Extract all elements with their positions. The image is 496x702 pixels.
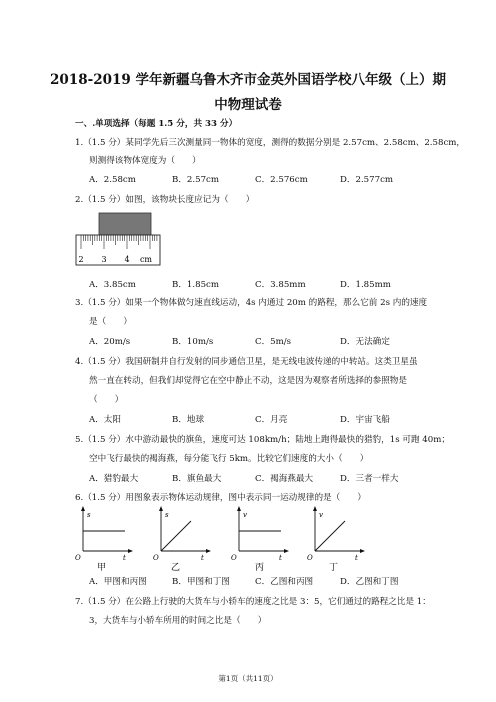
q4-text-line2: 然一直在转动，但我们却觉得它在空中静止不动，这是因为观察者所选择的参照物是 [89,376,407,386]
q3-option-a: A．20m/s [89,337,131,347]
q1-text-line1: 1.（1.5 分）某同学先后三次测量同一物体的宽度，测得的数据分别是 2.57cm、2.58cm、2.58cm， [75,138,466,148]
q3-option-d: D．无法确定 [340,337,390,347]
q3-option-b: B．10m/s [172,337,214,347]
q4-text-line1: 4.（1.5 分）我国研制并自行发射的同步通信卫星，是无线电波传递的中转站。这类卫星虽 [75,357,418,367]
graph-yi-ylabel: s [165,511,169,519]
q2-option-b: B．1.85cm [172,280,220,290]
q2-text-line1: 2.（1.5 分）如图，该物块长度应记为（ ） [75,195,255,205]
graph-jia-xlabel: t [123,554,126,562]
q3-option-c: C．5m/s [255,337,292,347]
graph-bing-xlabel: t [279,554,282,562]
q6-option-c: C．乙图和丙图 [255,577,314,587]
exam-title-line2: 中物理试卷 [214,97,282,113]
q1-text-line2: 则测得该物体宽度为（ ） [89,156,201,166]
q3-text-line2: 是（ ） [89,317,132,327]
q3-text-line1: 3.（1.5 分）如果一个物体做匀速直线运动，4s 内通过 20m 的路程，那么它前 2s 内的速度 [75,298,428,308]
graph-yi [153,505,213,571]
q5-text-line2: 空中飞行最快的褐海燕，每分能飞行 5km。比较它们速度的大小（ ） [89,454,369,464]
page-footer: 第1页（共11页） [218,674,278,683]
q4-option-c: C．月亮 [255,415,288,425]
q5-option-a: A．猎豹最大 [89,474,139,484]
graph-bing-origin: O [231,554,237,562]
graph-jia [75,505,135,571]
q2-option-d: D．1.85mm [340,280,391,290]
q1-option-c: C．2.576cm [255,175,308,185]
q5-text-line1: 5.（1.5 分）水中游动最快的旗鱼，速度可达 108km/h；陆地上跑得最快的猎豹，1s 可跑 40m； [75,435,450,445]
q7-text-line1: 7.（1.5 分）在公路上行驶的大货车与小轿车的速度之比是 3：5，它们通过的路程之比是 1： [75,597,431,607]
ruler-label-4: 4 [124,255,130,264]
q1-option-d: D．2.577cm [340,175,394,185]
q5-option-d: D．三者一样大 [340,474,399,484]
q6-option-b: B．甲图和丁图 [172,577,230,587]
ruler-label-unit: cm [139,255,153,264]
q5-option-c: C．褐海燕最大 [255,474,314,484]
q7-text-line2: 3，大货车与小轿车所用的时间之比是（ ） [89,616,267,626]
graph-ding-line [315,521,345,551]
exam-title-line1: 2018-2019 学年新疆乌鲁木齐市金英外国语学校八年级（上）期 [50,72,446,88]
graph-ding [307,505,367,571]
q6-text-line1: 6.（1.5 分）用图象表示物体运动规律，图中表示同一运动规律的是（ ） [75,493,367,503]
graph-yi-xlabel: t [201,554,204,562]
q2-option-a: A．3.85cm [89,280,136,290]
graph-bing [231,505,291,571]
graph-jia-ylabel: s [87,511,91,519]
graph-ding-caption: 丁 [329,563,339,571]
graph-jia-origin: O [75,554,81,562]
ruler-figure [75,210,165,268]
graph-jia-caption: 甲 [97,563,107,571]
q4-option-b: B．地球 [172,415,205,425]
ruler-label-3: 3 [101,255,107,264]
ruler-label-2: 2 [78,255,84,264]
graph-ding-origin: O [307,554,313,562]
measured-block [99,213,151,235]
q4-option-a: A．太阳 [89,415,121,425]
section-heading: 一、.单项选择（每题 1.5 分，共 33 分） [75,119,238,129]
q1-option-a: A．2.58cm [89,175,136,185]
graph-ding-ylabel: v [319,511,323,519]
graph-yi-line [161,521,191,551]
graph-ding-xlabel: t [355,554,358,562]
q4-option-d: D．宇宙飞船 [340,415,390,425]
graph-bing-ylabel: v [243,511,247,519]
q6-option-d: D．乙图和丁图 [340,577,399,587]
q1-option-b: B．2.57cm [172,175,220,185]
q5-option-b: B．旗鱼最大 [172,474,222,484]
q6-option-a: A．甲图和丙图 [89,577,147,587]
graph-yi-caption: 乙 [171,563,181,571]
graph-yi-origin: O [153,554,159,562]
graph-bing-caption: 丙 [255,563,265,571]
q2-option-c: C．3.85mm [255,280,306,290]
q4-text-line3: （ ） [89,395,124,405]
